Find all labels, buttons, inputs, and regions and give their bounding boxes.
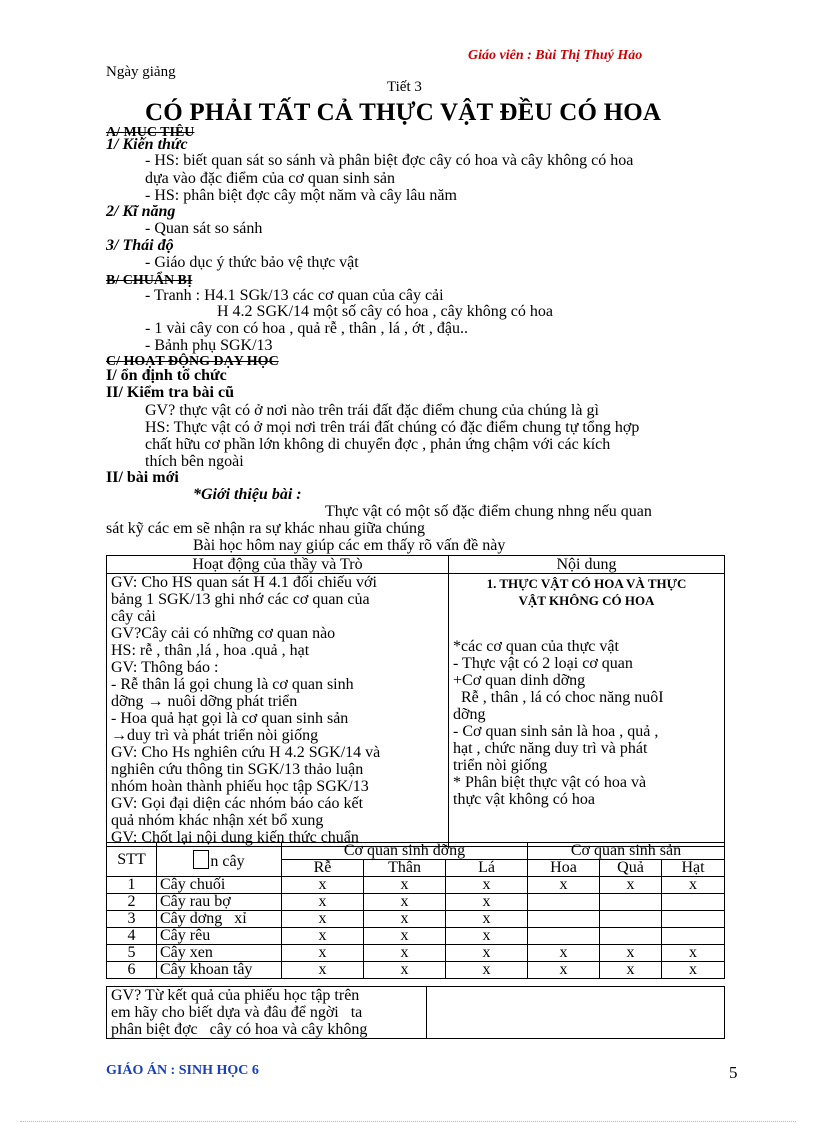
answer-cell: [427, 987, 725, 1039]
mark-cell: x: [446, 928, 528, 945]
content-line: thực vật không có hoa: [453, 791, 595, 808]
mark-cell: x: [528, 945, 600, 962]
name-header: n cây: [157, 843, 282, 877]
section-a-heading: A/ MỤC TIÊU: [106, 125, 195, 140]
reproductive-organs-header: Cơ quan sinh sản: [528, 843, 725, 860]
content-line: *các cơ quan của thực vật: [453, 638, 619, 655]
section-b-heading: B/ CHUẨN BỊ: [106, 273, 193, 288]
teacher-name: Giáo viên : Bùi Thị Thuý Hảo: [468, 48, 643, 63]
stt-cell: 1: [107, 877, 157, 894]
part-1-heading: I/ ổn định tổ chức: [106, 367, 227, 384]
stt-cell: 3: [107, 911, 157, 928]
attitude-title: 3/ Thái độ: [106, 237, 174, 254]
content-line: Rễ , thân , lá có choc năng nuôI: [453, 689, 664, 706]
mark-cell: [662, 928, 725, 945]
check-line: GV? thực vật có ở nơi nào trên trái đất đặc điểm chung của chúng là gì: [145, 402, 599, 419]
mark-cell: x: [364, 962, 446, 979]
mark-cell: [662, 894, 725, 911]
content-col-header: Nội dung: [449, 556, 725, 574]
mark-cell: [528, 911, 600, 928]
activity-line: GV: Gọi đại diện các nhóm báo cáo kết: [111, 795, 364, 812]
flower-header: Hoa: [528, 860, 600, 877]
activity-line: quả nhóm khác nhận xét bổ xung: [111, 812, 324, 829]
intro-title: *Giới thiệu bài :: [193, 486, 302, 503]
fruit-header: Quả: [600, 860, 662, 877]
activity-table: [106, 555, 725, 847]
activity-line: nhóm hoàn thành phiếu học tập SGK/13: [111, 778, 369, 795]
stt-cell: 2: [107, 894, 157, 911]
mark-cell: x: [282, 928, 364, 945]
page-number: 5: [729, 1063, 738, 1082]
mark-cell: [600, 928, 662, 945]
mark-cell: x: [600, 877, 662, 894]
content-heading: VẬT KHÔNG CÓ HOA: [518, 593, 655, 608]
mark-cell: x: [528, 962, 600, 979]
knowledge-line: - HS: biết quan sát so sánh và phân biệt đợc cây có hoa và cây không có hoa: [145, 152, 634, 169]
stem-header: Thân: [364, 860, 446, 877]
part-2-heading: II/ Kiểm tra bài cũ: [106, 384, 234, 401]
prep-line: - Bảnh phụ SGK/13: [145, 337, 273, 354]
stt-header: STT: [107, 843, 157, 877]
mark-cell: x: [446, 962, 528, 979]
check-line: thích bên ngoài: [145, 453, 244, 470]
activity-line: →duy trì và phát triển nòi giống: [111, 727, 319, 744]
check-line: chất hữu cơ phần lớn không di chuyển đợc , phản ứng chậm với các kích: [145, 436, 611, 453]
plant-name-cell: Cây dơng xỉ: [157, 911, 282, 928]
mark-cell: x: [446, 911, 528, 928]
mark-cell: x: [364, 877, 446, 894]
activity-col-header: Hoạt động của thầy và Trò: [107, 556, 449, 574]
lesson-number: Tiết 3: [387, 79, 422, 95]
activity-line: nghiên cứu thông tin SGK/13 thảo luận: [111, 761, 364, 778]
activity-line: GV: Thông báo :: [111, 659, 219, 676]
attitude-line: - Giáo dục ý thức bảo vệ thực vật: [145, 254, 359, 271]
vegetative-organs-header: Cơ quan sinh dỡng: [282, 843, 528, 860]
part-3-heading: II/ bài mới: [106, 469, 179, 486]
plant-name-cell: Cây rêu: [157, 928, 282, 945]
mark-cell: [528, 928, 600, 945]
intro-line: Bài học hôm nay giúp các em thấy rõ vấn đề này: [193, 537, 506, 554]
table-row: [107, 894, 725, 911]
root-header: Rễ: [282, 860, 364, 877]
mark-cell: x: [364, 945, 446, 962]
content-line: * Phân biệt thực vật có hoa và: [453, 774, 647, 791]
knowledge-line: - HS: phân biệt đợc cây một năm và cây lâu năm: [145, 187, 457, 204]
activity-line: GV?Cây cải có những cơ quan nào: [111, 625, 336, 642]
mark-cell: x: [600, 962, 662, 979]
activity-line: dỡng → nuôi dỡng phát triển: [111, 693, 298, 710]
content-line: triển nòi giống: [453, 757, 548, 774]
question-line: GV? Từ kết quả của phiếu học tập trên: [111, 987, 360, 1004]
stt-cell: 5: [107, 945, 157, 962]
question-cell: [107, 987, 427, 1039]
mark-cell: [528, 894, 600, 911]
table-row: [107, 962, 725, 979]
mark-cell: [662, 911, 725, 928]
mark-cell: x: [446, 894, 528, 911]
mark-cell: x: [282, 911, 364, 928]
activity-line: - Rễ thân lá gọi chung là cơ quan sinh: [111, 676, 354, 693]
content-heading: 1. THỰC VẬT CÓ HOA VÀ THỰC: [486, 576, 687, 591]
content-cell: [449, 574, 725, 847]
knowledge-title: 1/ Kiến thức: [106, 136, 188, 153]
stt-cell: 4: [107, 928, 157, 945]
footer-subject: GIÁO ÁN : SINH HỌC 6: [106, 1063, 259, 1078]
mark-cell: x: [662, 945, 725, 962]
mark-cell: x: [364, 894, 446, 911]
mark-cell: x: [282, 894, 364, 911]
content-line: dỡng: [453, 706, 486, 723]
missing-glyph-box: [193, 850, 209, 869]
content-line: hạt , chức năng duy trì và phát: [453, 740, 648, 757]
prep-line: - 1 vài cây con có hoa , quả rễ , thân , lá , ớt , đậu..: [145, 320, 469, 337]
seed-header: Hạt: [662, 860, 725, 877]
activity-cell: [107, 574, 449, 847]
section-c-heading: C/ HOẠT ĐỘNG DẠY HỌC: [106, 354, 279, 369]
activity-line: - Hoa quả hạt gọi là cơ quan sinh sản: [111, 710, 349, 727]
plant-name-cell: Cây rau bợ: [157, 894, 282, 911]
prep-line: H 4.2 SGK/14 một số cây có hoa , cây không có hoa: [217, 303, 553, 320]
intro-line: Thực vật có một số đặc điểm chung nhng nếu quan: [325, 503, 652, 520]
prep-line: - Tranh : H4.1 SGk/13 các cơ quan của cây cải: [145, 287, 444, 304]
content-line: - Thực vật có 2 loại cơ quan: [453, 655, 633, 672]
mark-cell: [600, 911, 662, 928]
table-row: [107, 877, 725, 894]
plant-name-cell: Cây xen: [157, 945, 282, 962]
mark-cell: x: [364, 928, 446, 945]
plant-name-cell: Cây khoan tây: [157, 962, 282, 979]
plant-name-cell: Cây chuối: [157, 877, 282, 894]
intro-line: sát kỹ các em sẽ nhận ra sự khác nhau giữa chúng: [106, 520, 426, 537]
content-line: - Cơ quan sinh sản là hoa , quả ,: [453, 723, 659, 740]
plant-table: [106, 842, 725, 979]
question-line: em hãy cho biết dựa và đâu để ngời ta: [111, 1004, 363, 1021]
activity-line: bảng 1 SGK/13 ghi nhớ các cơ quan của: [111, 591, 370, 608]
stt-cell: 6: [107, 962, 157, 979]
activity-line: GV: Cho Hs nghiên cứu H 4.2 SGK/14 và: [111, 744, 381, 761]
content-line: +Cơ quan dinh dỡng: [453, 672, 586, 689]
mark-cell: [600, 894, 662, 911]
knowledge-line: dựa vào đặc điểm của cơ quan sinh sản: [145, 170, 395, 187]
activity-line: GV: Chốt lại nội dung kiến thức chuẩn: [111, 829, 359, 846]
question-line: phân biệt đợc cây có hoa và cây không: [111, 1021, 368, 1038]
mark-cell: x: [446, 945, 528, 962]
table-row: [107, 928, 725, 945]
mark-cell: x: [446, 877, 528, 894]
table-row: [107, 911, 725, 928]
skill-line: - Quan sát so sánh: [145, 220, 263, 237]
activity-line: HS: rễ , thân ,lá , hoa .quả , hạt: [111, 642, 310, 659]
leaf-header: Lá: [446, 860, 528, 877]
mark-cell: x: [528, 877, 600, 894]
activity-line: GV: Cho HS quan sát H 4.1 đối chiếu với: [111, 574, 377, 591]
question-table: [106, 986, 725, 1039]
page-bottom-divider: [20, 1121, 796, 1122]
table-row: [107, 945, 725, 962]
date-label: Ngày giảng: [106, 64, 176, 80]
mark-cell: x: [282, 877, 364, 894]
mark-cell: x: [364, 911, 446, 928]
mark-cell: x: [600, 945, 662, 962]
mark-cell: x: [282, 945, 364, 962]
page-title: CÓ PHẢI TẤT CẢ THỰC VẬT ĐỀU CÓ HOA: [145, 99, 662, 126]
skill-title: 2/ Kĩ năng: [106, 203, 176, 220]
mark-cell: x: [282, 962, 364, 979]
activity-line: cây cải: [111, 608, 156, 625]
mark-cell: x: [662, 962, 725, 979]
mark-cell: x: [662, 877, 725, 894]
check-line: HS: Thực vật có ở mọi nơi trên trái đất chúng có đặc điểm chung tự tổng hợp: [145, 419, 640, 436]
